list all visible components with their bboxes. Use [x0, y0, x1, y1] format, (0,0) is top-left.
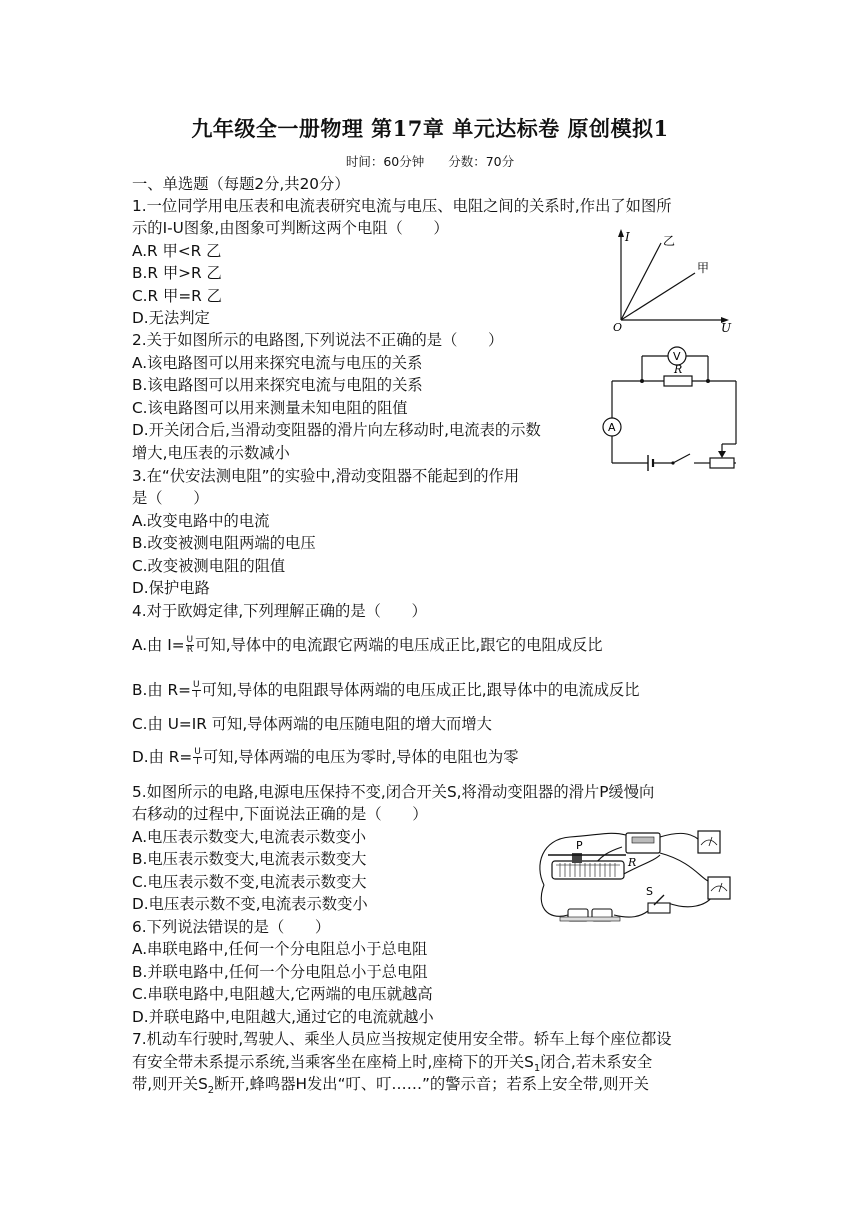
q1-stem-line1: 1.一位同学用电压表和电流表研究电流与电压、电阻之间的关系时,作出了如图所 [132, 197, 672, 215]
q5-option-a: A.电压表示数变大,电流表示数变小 [132, 828, 367, 846]
q3-option-b: B.改变被测电阻两端的电压 [132, 534, 316, 552]
resistor-r-label: R [628, 856, 637, 869]
q2-option-a: A.该电路图可以用来探究电流与电压的关系 [132, 354, 423, 372]
voltmeter-label: V [673, 350, 681, 363]
rheostat-icon [552, 861, 624, 879]
q4-option-a [132, 634, 603, 656]
q7-line3: 带,则开关$S_2$断开,蜂鸣器H发出“叮、叮……”的警示音；若系上安全带,则开关 [132, 1075, 649, 1097]
q6-option-b: B.并联电路中,任何一个分电阻总小于总电阻 [132, 963, 428, 981]
y-axis-arrow [618, 229, 624, 237]
q1-option-a: A.R 甲<R 乙 [132, 242, 222, 260]
resistor-icon [664, 376, 692, 386]
rheostat-icon [710, 458, 734, 468]
q4-d-prefix: D.由 R= [132, 748, 193, 766]
q5-stem-line1: 5.如图所示的电路,电源电压保持不变,闭合开关S,将滑动变阻器的滑片P缓慢向 [132, 783, 655, 801]
line-jia [621, 273, 695, 320]
q2-option-d-line2: 增大,电压表的示数减小 [132, 444, 290, 462]
voltmeter-icon [698, 831, 720, 853]
q3-option-d: D.保护电路 [132, 579, 210, 597]
q5-option-b: B.电压表示数变大,电流表示数变大 [132, 850, 367, 868]
q4-a-prefix: A.由 I= [132, 636, 185, 654]
q4-d-text: 可知,导体两端的电压为零时,导体的电阻也为零 [202, 748, 519, 766]
q2-option-b: B.该电路图可以用来探究电流与电阻的关系 [132, 376, 423, 394]
iu-graph-figure [605, 225, 740, 335]
q4-b-prefix: B.由 R= [132, 681, 191, 699]
q4-option-c: C.由 U=IR 可知,导体两端的电压随电阻的增大而增大 [132, 715, 492, 733]
q6-stem: 6.下列说法错误的是（ ） [132, 918, 331, 936]
exam-score: 分数：70分 [448, 154, 515, 169]
q5-option-d: D.电压表示数不变,电流表示数变小 [132, 895, 368, 913]
q6-option-c: C.串联电路中,电阻越大,它两端的电压就越高 [132, 985, 433, 1003]
q2-stem: 2.关于如图所示的电路图,下列说法不正确的是（ ） [132, 331, 504, 349]
axis-label-u: U [721, 321, 732, 335]
ammeter-label: A [608, 421, 616, 434]
q3-stem-line2: 是（ ） [132, 489, 209, 507]
origin-label: O [613, 321, 623, 334]
resistor-label: R [674, 363, 683, 376]
q1-option-d: D.无法判定 [132, 309, 210, 327]
q6-option-a: A.串联电路中,任何一个分电阻总小于总电阻 [132, 940, 428, 958]
switch-s-label: S [646, 885, 653, 898]
q2-circuit-figure [598, 340, 748, 475]
q3-stem-line1: 3.在“伏安法测电阻”的实验中,滑动变阻器不能起到的作用 [132, 467, 520, 485]
switch-icon [673, 454, 690, 463]
q7-line1: 7.机动车行驶时,驾驶人、乘坐人员应当按规定使用安全带。轿车上每个座位都设 [132, 1030, 672, 1048]
exam-time: 时间：60分钟 [345, 154, 425, 169]
fraction-u-over-i: $\frac{U}{I}$ [194, 747, 201, 767]
q7-line2: 有安全带未系提示系统,当乘客坐在座椅上时,座椅下的开关$S_1$闭合,若未系安全 [132, 1053, 653, 1075]
label-jia: 甲 [697, 261, 710, 275]
fraction-u-over-i: $\frac{U}{I}$ [192, 680, 200, 700]
q4-option-d [132, 746, 519, 768]
slider-p-label: P [576, 839, 583, 852]
q2-option-c: C.该电路图可以用来测量未知电阻的阻值 [132, 399, 408, 417]
q3-option-c: C.改变被测电阻的阻值 [132, 557, 286, 575]
q1-stem-line2: 示的I-U图象,由图象可判断这两个电阻（ ） [132, 219, 449, 237]
q4-option-b [132, 679, 640, 701]
switch-icon [648, 903, 670, 913]
q4-b-text: 可知,导体的电阻跟导体两端的电压成正比,跟导体中的电流成反比 [201, 681, 640, 699]
ammeter-icon [708, 877, 730, 899]
q5-physical-circuit-figure [530, 825, 735, 930]
axis-label-i: I [625, 230, 630, 244]
q6-option-d: D.并联电路中,电阻越大,通过它的电流就越小 [132, 1008, 434, 1026]
q2-option-d-line1: D.开关闭合后,当滑动变阻器的滑片向左移动时,电流表的示数 [132, 421, 541, 439]
q4-stem: 4.对于欧姆定律,下列理解正确的是（ ） [132, 602, 427, 620]
section-heading: 一、单选题（每题2分,共20分） [132, 175, 350, 193]
q5-option-c: C.电压表示数不变,电流表示数变大 [132, 873, 367, 891]
q5-stem-line2: 右移动的过程中,下面说法正确的是（ ） [132, 805, 428, 823]
slider-arrow [718, 451, 726, 458]
exam-meta [0, 152, 860, 170]
page-title: 九年级全一册物理 第17章 单元达标卷 原创模拟1 [191, 116, 669, 141]
q1-option-c: C.R 甲=R 乙 [132, 287, 222, 305]
label-yi: 乙 [663, 234, 676, 248]
q1-option-b: B.R 甲>R 乙 [132, 264, 222, 282]
q3-option-a: A.改变电路中的电流 [132, 512, 270, 530]
line-yi [621, 243, 661, 320]
fraction-u-over-r: $\frac{U}{R}$ [186, 635, 194, 655]
q4-a-text: 可知,导体中的电流跟它两端的电压成正比,跟它的电阻成反比 [195, 636, 603, 654]
